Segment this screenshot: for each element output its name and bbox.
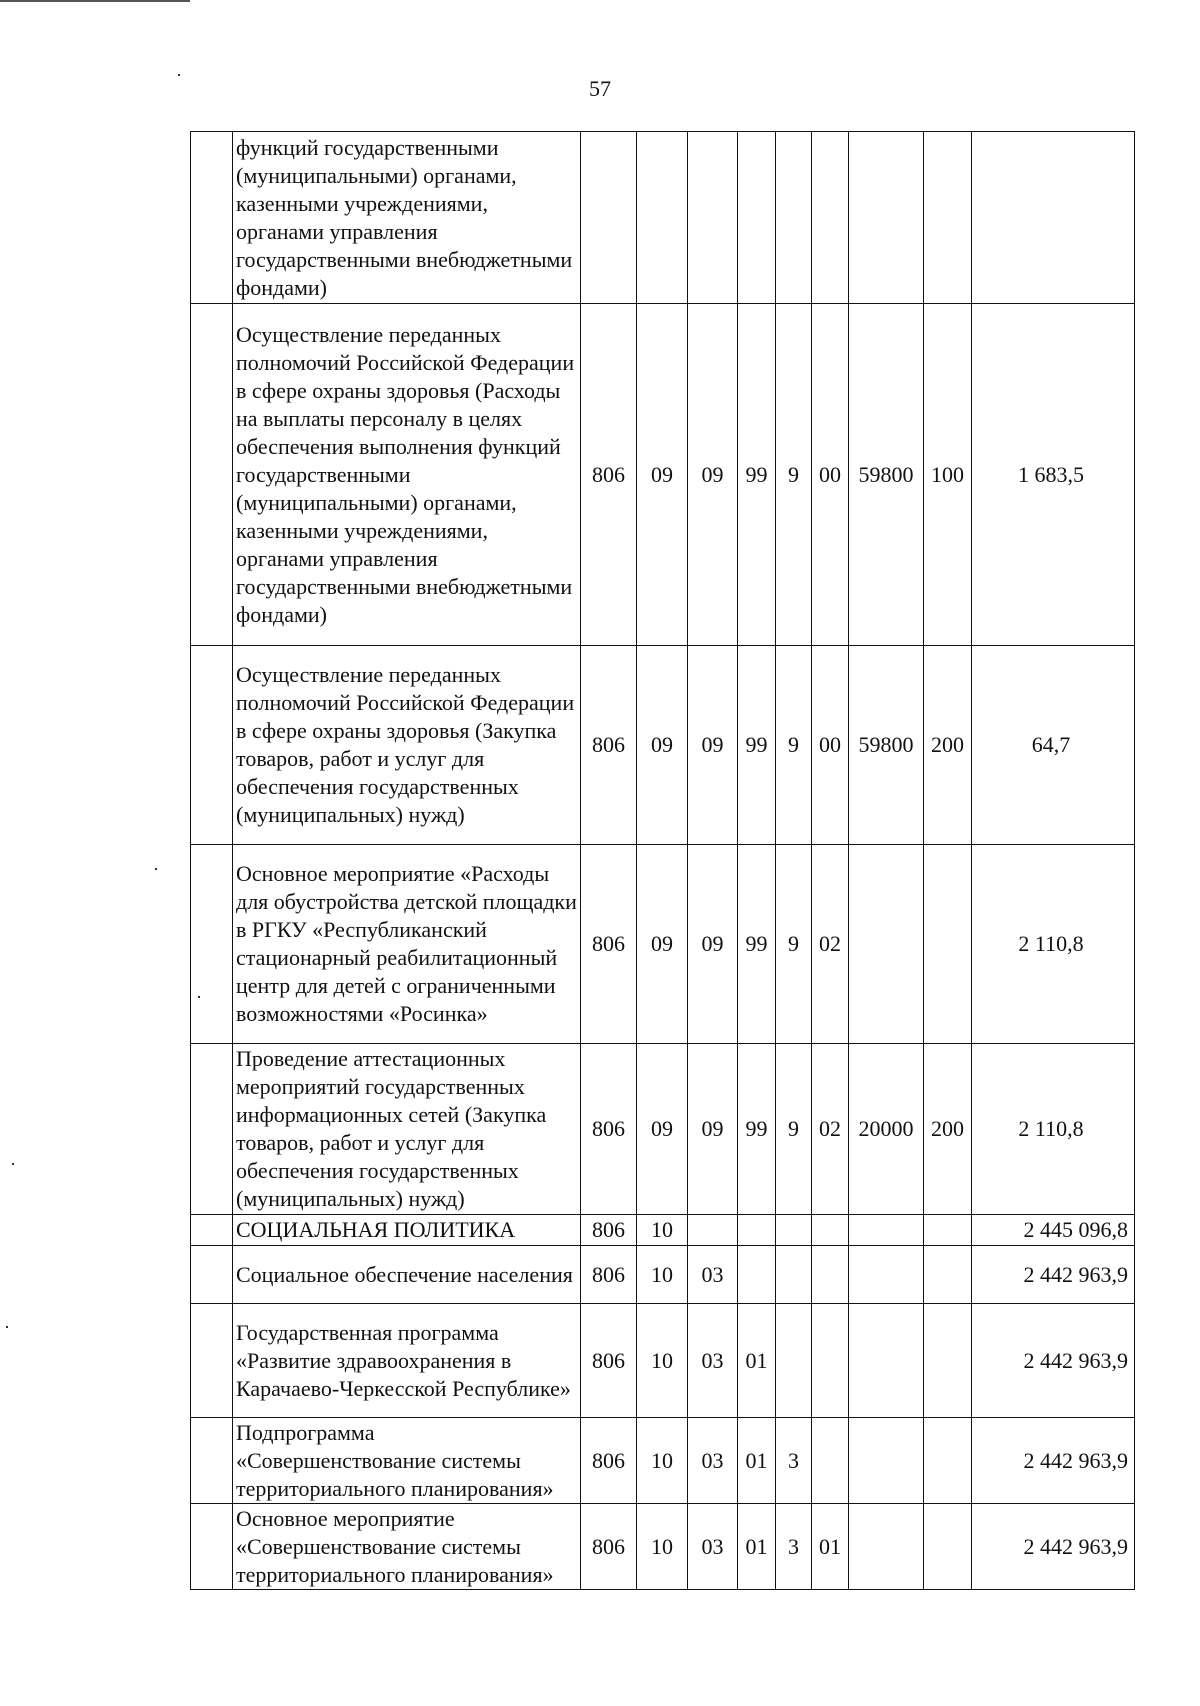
code-section: 09 (637, 304, 688, 646)
row-index-cell (191, 1504, 233, 1590)
code-ministry: 806 (581, 1215, 637, 1246)
code-event (812, 132, 849, 304)
code-section: 10 (637, 1246, 688, 1304)
row-index-cell (191, 1418, 233, 1504)
code-program: 99 (738, 1044, 776, 1215)
table-row (191, 304, 1135, 646)
code-subprogram (776, 1304, 812, 1418)
code-section: 10 (637, 1418, 688, 1504)
code-direction (849, 1304, 924, 1418)
code-subprogram: 9 (776, 1044, 812, 1215)
code-subprogram: 9 (776, 845, 812, 1044)
margin-speck (12, 1163, 14, 1165)
code-ministry: 806 (581, 845, 637, 1044)
amount-cell: 2 442 963,9 (972, 1304, 1135, 1418)
amount-cell: 2 110,8 (972, 845, 1135, 1044)
margin-speck (155, 868, 157, 870)
code-event: 02 (812, 1044, 849, 1215)
code-expense-type (924, 132, 972, 304)
code-event (812, 1304, 849, 1418)
code-ministry: 806 (581, 1504, 637, 1590)
code-section: 10 (637, 1504, 688, 1590)
code-subprogram: 3 (776, 1504, 812, 1590)
code-direction: 59800 (849, 304, 924, 646)
code-section: 10 (637, 1215, 688, 1246)
code-expense-type (924, 1246, 972, 1304)
code-ministry: 806 (581, 1304, 637, 1418)
code-event (812, 1246, 849, 1304)
row-description: Основное мероприятие «Совершенствование системы территориального планирования» (233, 1504, 581, 1590)
code-section: 09 (637, 646, 688, 845)
code-subprogram (776, 132, 812, 304)
code-event: 01 (812, 1504, 849, 1590)
code-event (812, 1418, 849, 1504)
amount-cell: 64,7 (972, 646, 1135, 845)
row-index-cell (191, 1304, 233, 1418)
code-expense-type (924, 1418, 972, 1504)
table-row (191, 845, 1135, 1044)
code-subprogram (776, 1246, 812, 1304)
code-program: 99 (738, 304, 776, 646)
code-direction (849, 1504, 924, 1590)
row-index-cell (191, 132, 233, 304)
table-row (191, 1304, 1135, 1418)
code-section: 09 (637, 1044, 688, 1215)
amount-cell: 2 442 963,9 (972, 1504, 1135, 1590)
code-ministry: 806 (581, 1246, 637, 1304)
code-program (738, 1246, 776, 1304)
table-row (191, 1504, 1135, 1590)
row-description: Проведение аттестационных мероприятий государственных информационных сетей (Закупка товаров, работ и услуг для обеспечения государственных (муниципальных) нужд) (233, 1044, 581, 1215)
code-event: 00 (812, 646, 849, 845)
code-expense-type (924, 1215, 972, 1246)
code-ministry: 806 (581, 304, 637, 646)
row-description: Государственная программа «Развитие здравоохранения в Карачаево-Черкесской Республике» (233, 1304, 581, 1418)
code-program: 01 (738, 1504, 776, 1590)
code-program: 01 (738, 1418, 776, 1504)
code-program (738, 1215, 776, 1246)
code-subprogram: 9 (776, 646, 812, 845)
code-program: 99 (738, 646, 776, 845)
code-program (738, 132, 776, 304)
amount-cell: 2 442 963,9 (972, 1246, 1135, 1304)
code-expense-type: 200 (924, 1044, 972, 1215)
amount-cell: 2 445 096,8 (972, 1215, 1135, 1246)
table-row (191, 646, 1135, 845)
amount-cell: 2 442 963,9 (972, 1418, 1135, 1504)
code-ministry: 806 (581, 646, 637, 845)
code-subsection: 03 (688, 1304, 738, 1418)
row-index-cell (191, 1044, 233, 1215)
code-expense-type (924, 845, 972, 1044)
code-ministry: 806 (581, 1044, 637, 1215)
budget-table (190, 131, 1135, 1590)
code-section (637, 132, 688, 304)
table-row (191, 1418, 1135, 1504)
amount-cell (972, 132, 1135, 304)
code-expense-type: 100 (924, 304, 972, 646)
code-subsection: 09 (688, 1044, 738, 1215)
amount-cell: 1 683,5 (972, 304, 1135, 646)
table-row (191, 1246, 1135, 1304)
row-description: Осуществление переданных полномочий Российской Федерации в сфере охраны здоровья (Закупка товаров, работ и услуг для обеспечения государственных (муниципальных) нужд) (233, 646, 581, 845)
row-index-cell (191, 304, 233, 646)
row-description: Социальное обеспечение населения (233, 1246, 581, 1304)
code-ministry (581, 132, 637, 304)
row-description: Подпрограмма «Совершенствование системы территориального планирования» (233, 1418, 581, 1504)
code-section: 09 (637, 845, 688, 1044)
code-subsection: 09 (688, 646, 738, 845)
code-direction (849, 845, 924, 1044)
row-description: Осуществление переданных полномочий Российской Федерации в сфере охраны здоровья (Расходы на выплаты персоналу в целях обеспечения выполнения функций государственными (муниципальными) органами, казенными учреждениями, органами управления государственными внебюджетными фондами) (233, 304, 581, 646)
row-description: СОЦИАЛЬНАЯ ПОЛИТИКА (233, 1215, 581, 1246)
code-direction (849, 1246, 924, 1304)
margin-speck (6, 1326, 8, 1328)
code-direction: 59800 (849, 646, 924, 845)
code-subsection: 09 (688, 845, 738, 1044)
table-row (191, 1215, 1135, 1246)
code-section: 10 (637, 1304, 688, 1418)
code-event: 02 (812, 845, 849, 1044)
code-expense-type (924, 1504, 972, 1590)
code-program: 01 (738, 1304, 776, 1418)
code-direction (849, 1215, 924, 1246)
code-direction (849, 1418, 924, 1504)
row-description: Основное мероприятие «Расходы для обустройства детской площадки в РГКУ «Республиканский стационарный реабилитационный центр для детей с ограниченными возможностями «Росинка» (233, 845, 581, 1044)
code-direction (849, 132, 924, 304)
code-subprogram: 3 (776, 1418, 812, 1504)
code-subsection (688, 1215, 738, 1246)
code-program: 99 (738, 845, 776, 1044)
code-subsection: 03 (688, 1504, 738, 1590)
code-subsection: 03 (688, 1418, 738, 1504)
row-index-cell (191, 1246, 233, 1304)
table-row (191, 1044, 1135, 1215)
code-event (812, 1215, 849, 1246)
top-edge-rule (0, 0, 190, 2)
code-event: 00 (812, 304, 849, 646)
code-expense-type (924, 1304, 972, 1418)
code-direction: 20000 (849, 1044, 924, 1215)
code-subsection (688, 132, 738, 304)
code-expense-type: 200 (924, 646, 972, 845)
code-subprogram: 9 (776, 304, 812, 646)
code-subsection: 03 (688, 1246, 738, 1304)
code-subsection: 09 (688, 304, 738, 646)
table-row (191, 132, 1135, 304)
page-number: 57 (589, 76, 611, 101)
row-index-cell (191, 1215, 233, 1246)
code-ministry: 806 (581, 1418, 637, 1504)
row-description: функций государственными (муниципальными) органами, казенными учреждениями, органами управления государственными внебюджетными фондами) (233, 132, 581, 304)
row-index-cell (191, 646, 233, 845)
code-subprogram (776, 1215, 812, 1246)
row-index-cell (191, 845, 233, 1044)
amount-cell: 2 110,8 (972, 1044, 1135, 1215)
margin-speck (178, 74, 180, 76)
